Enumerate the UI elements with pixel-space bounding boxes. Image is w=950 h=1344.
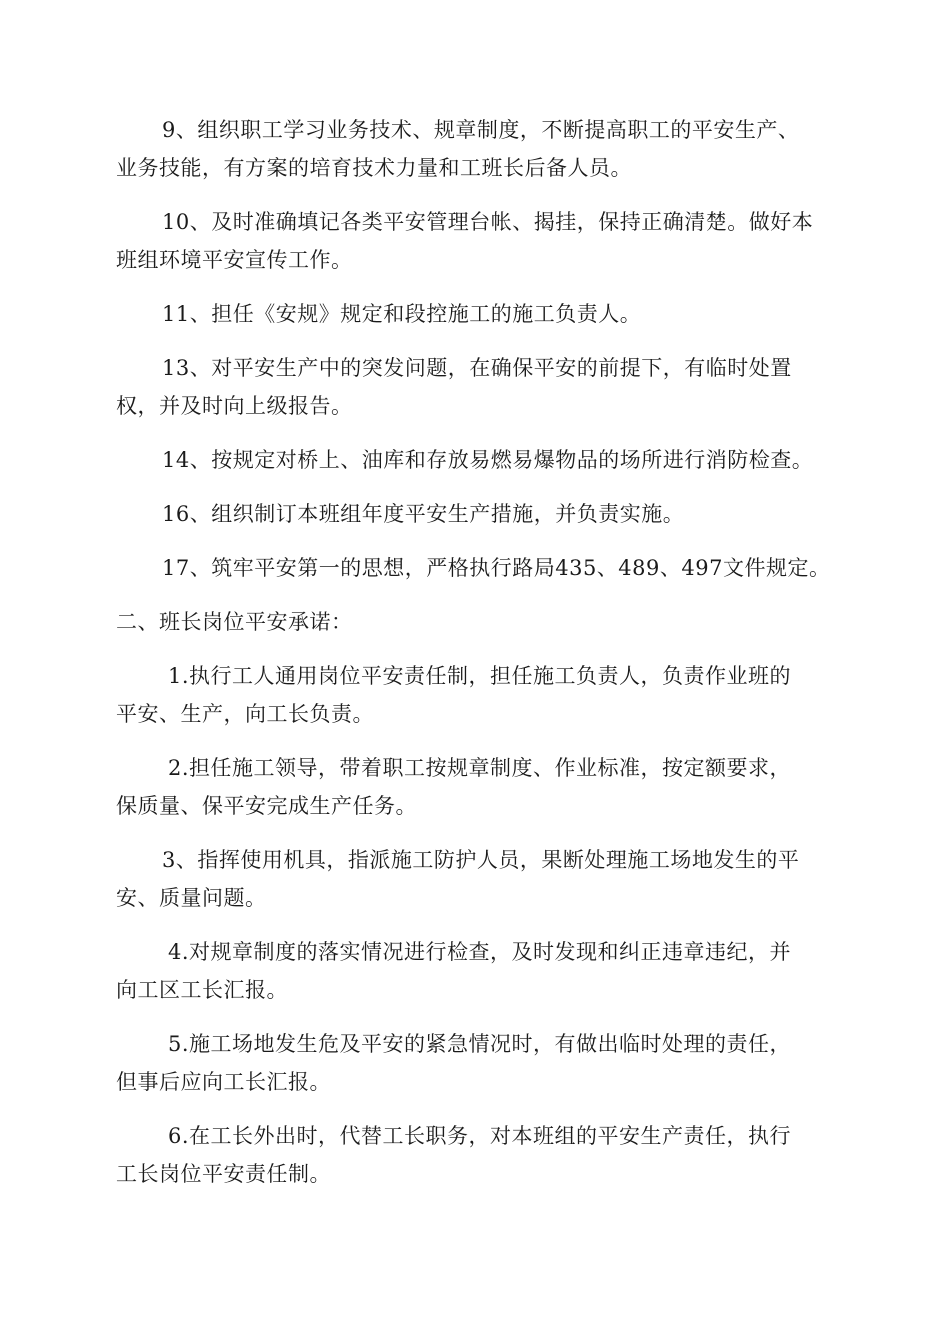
paragraph-item-6: [116, 1117, 838, 1193]
paragraph-item-1: [116, 657, 838, 733]
paragraph-line: 9、组织职工学习业务技术、规章制度，不断提高职工的平安生产、: [162, 118, 800, 142]
paragraph-line: 向工区工长汇报。: [116, 978, 288, 1002]
paragraph-line: 工长岗位平安责任制。: [116, 1162, 331, 1186]
paragraph-line: 1.执行工人通用岗位平安责任制，担任施工负责人，负责作业班的: [168, 664, 792, 688]
paragraph-item-9: [116, 111, 838, 187]
paragraph-line: 14、按规定对桥上、油库和存放易燃易爆物品的场所进行消防检查。: [162, 448, 814, 472]
paragraph-line: 4.对规章制度的落实情况进行检查，及时发现和纠正违章违纪，并: [168, 940, 792, 964]
paragraph-line: 业务技能，有方案的培育技术力量和工班长后备人员。: [116, 156, 632, 180]
paragraph-line: 班组环境平安宣传工作。: [116, 248, 353, 272]
paragraph-line: 3、指挥使用机具，指派施工防护人员，果断处理施工场地发生的平: [162, 848, 800, 872]
paragraph-line: 5.施工场地发生危及平安的紧急情况时，有做出临时处理的责任，: [168, 1032, 792, 1056]
paragraph-line: 但事后应向工长汇报。: [116, 1070, 331, 1094]
paragraph-line: 保质量、保平安完成生产任务。: [116, 794, 417, 818]
paragraph-item-5: [116, 1025, 838, 1101]
paragraph-line: 2.担任施工领导，带着职工按规章制度、作业标准，按定额要求，: [168, 756, 792, 780]
paragraph-line: 安、质量问题。: [116, 886, 267, 910]
paragraph-line: 平安、生产，向工长负责。: [116, 702, 374, 726]
paragraph-line: 10、及时准确填记各类平安管理台帐、揭挂，保持正确清楚。做好本: [162, 210, 814, 234]
paragraph-item-16: [116, 495, 838, 533]
paragraph-line: 6.在工长外出时，代替工长职务，对本班组的平安生产责任，执行: [168, 1124, 792, 1148]
paragraph-line: 11、担任《安规》规定和段控施工的施工负责人。: [162, 302, 642, 326]
paragraph-line: 13、对平安生产中的突发问题，在确保平安的前提下，有临时处置: [162, 356, 792, 380]
paragraph-line: 权，并及时向上级报告。: [116, 394, 353, 418]
paragraph-item-10: [116, 203, 838, 279]
paragraph-line: 16、组织制订本班组年度平安生产措施，并负责实施。: [162, 502, 685, 526]
section-heading-text: 二、班长岗位平安承诺：: [116, 610, 353, 634]
paragraph-item-11: [116, 295, 838, 333]
paragraph-item-2: [116, 749, 838, 825]
paragraph-item-17: [116, 549, 838, 587]
paragraph-item-14: [116, 441, 838, 479]
section-heading: [116, 603, 838, 641]
paragraph-line: 17、筑牢平安第一的思想，严格执行路局435、489、497文件规定。: [162, 556, 831, 580]
paragraph-item-4: [116, 933, 838, 1009]
paragraph-item-3: [116, 841, 838, 917]
paragraph-item-13: [116, 349, 838, 425]
